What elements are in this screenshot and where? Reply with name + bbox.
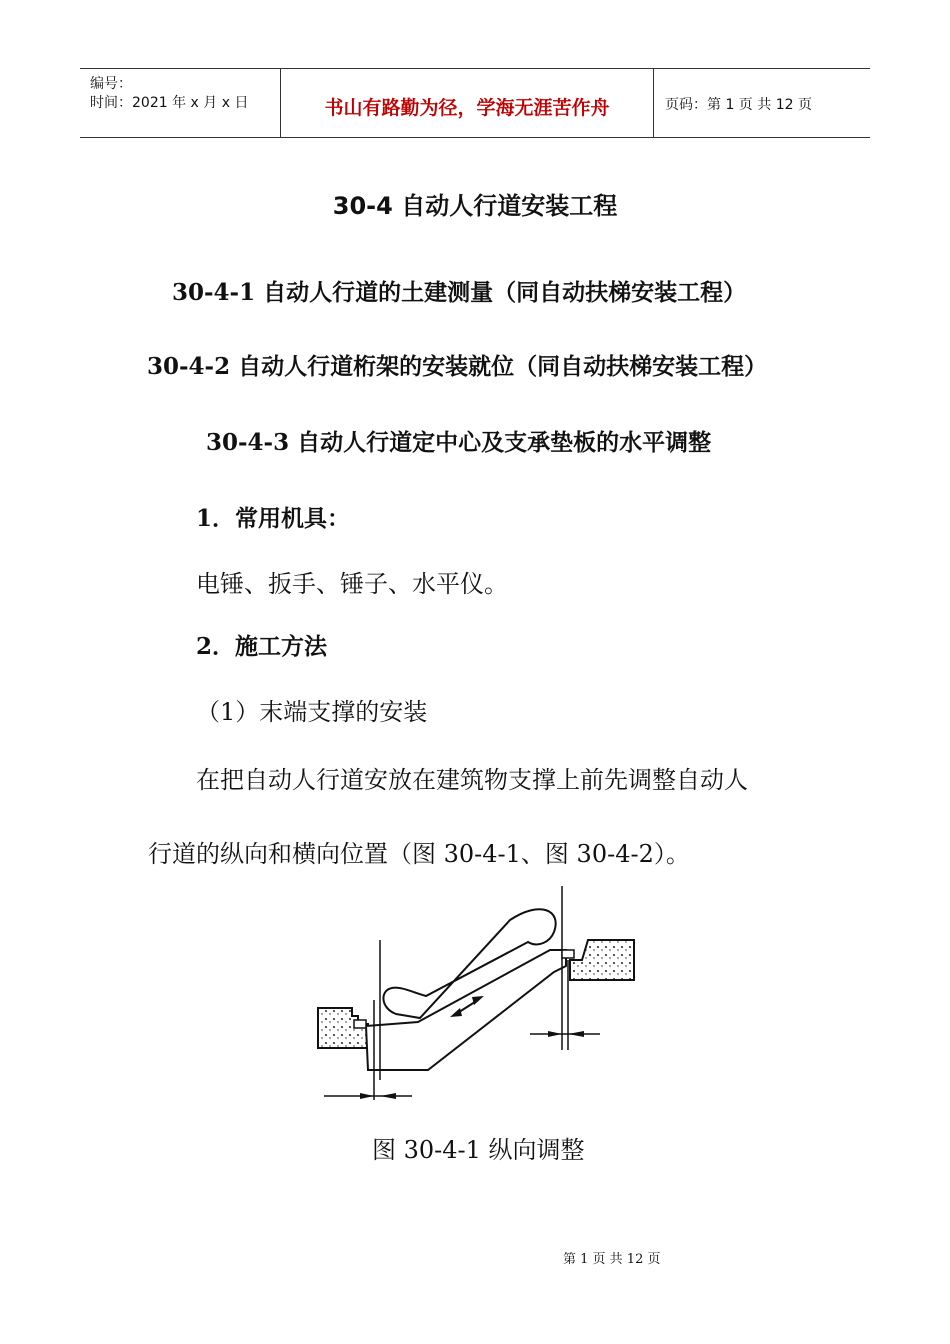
longitudinal-adjustment-figure <box>300 880 650 1110</box>
paragraph-line-2: 行道的纵向和横向位置（图 30-4-1、图 30-4-2）。 <box>148 840 690 868</box>
page-header <box>80 68 870 138</box>
page-footer: 第 1 页 共 12 页 <box>563 1252 661 1267</box>
header-motto-cell <box>280 69 654 137</box>
paragraph-line-1: 在把自动人行道安放在建筑物支撑上前先调整自动人 <box>196 766 748 794</box>
item-heading-1: 1．常用机具： <box>196 505 351 532</box>
section-heading-3: 30-4-3 自动人行道定中心及支承垫板的水平调整 <box>206 429 712 456</box>
document-title: 30-4 自动人行道安装工程 <box>332 192 618 220</box>
time-label: 时间：2021 年 x 月 x 日 <box>90 95 249 111</box>
header-page-cell <box>653 69 870 137</box>
header-page-info: 页码：第 1 页 共 12 页 <box>665 97 812 113</box>
item-text-1: 电锤、扳手、锤子、水平仪。 <box>196 570 508 598</box>
figure-caption: 图 30-4-1 纵向调整 <box>372 1136 585 1164</box>
section-heading-2: 30-4-2 自动人行道桁架的安装就位（同自动扶梯安装工程） <box>147 353 768 380</box>
number-label: 编号： <box>90 76 132 92</box>
section-heading-1: 30-4-1 自动人行道的土建测量（同自动扶梯安装工程） <box>172 279 747 306</box>
item-heading-2: 2．施工方法 <box>196 633 328 660</box>
header-motto: 书山有路勤为径，学海无涯苦作舟 <box>324 97 610 119</box>
header-meta <box>80 69 280 137</box>
sub-heading-1: （1）末端支撑的安装 <box>196 698 428 726</box>
